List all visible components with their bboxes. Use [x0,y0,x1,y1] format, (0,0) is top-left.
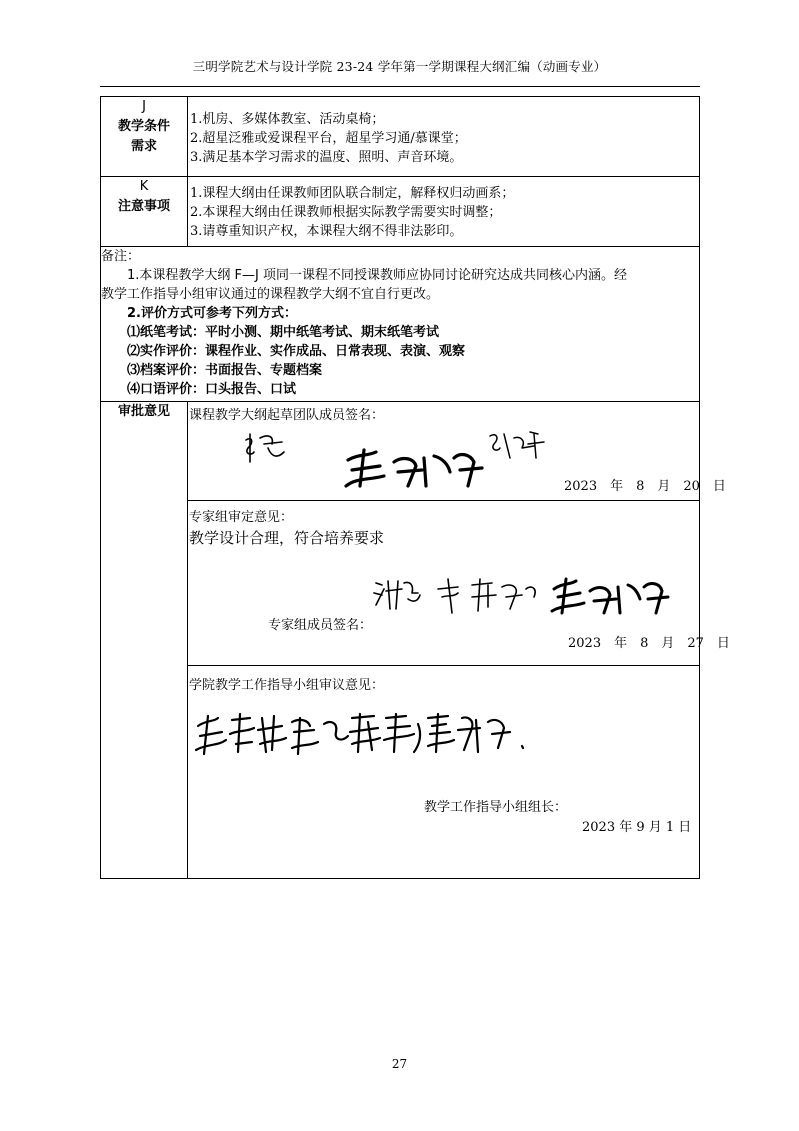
row-notes [101,247,700,402]
list-item: 2.本课程大纲由任课教师根据实际教学需要实时调整； [190,205,502,220]
page-number: 27 [391,1057,408,1071]
notes-line-4: ⑴纸笔考试：平时小测、期中纸笔考试、期末纸笔考试 [127,325,440,340]
college-leader-label: 教学工作指导小组组长： [424,800,568,815]
drafting-signatures [238,422,558,494]
row-k [101,177,700,247]
expert-title: 专家组审定意见： [189,510,294,525]
label-k-text: 注意事项 [117,199,170,214]
label-k-code: K [139,179,149,194]
label-j-code: J [142,99,146,114]
row-j [101,97,700,177]
row-drafting [101,402,700,501]
header-rule [100,86,700,87]
drafting-title: 课程教学大纲起草团队成员签名： [189,408,385,423]
content-k [188,177,700,247]
notes-heading: 备注： [101,249,141,264]
college-title: 学院教学工作指导小组审议意见： [189,678,385,693]
notes-line-1: 1.本课程教学大纲 F—J 项同一课程不同授课教师应协同讨论研究达成共同核心内涵。经 [127,268,627,283]
row-expert [101,501,700,666]
notes-line-7: ⑷口语评价：口头报告、口试 [127,382,297,397]
label-j [101,97,188,177]
list-item: 3.请尊重知识产权，本课程大纲不得非法影印。 [190,224,463,239]
label-j-line1: 教学条件 [117,119,170,134]
drafting-date: 2023 年 8 月 20 日 [564,479,726,494]
label-approval: 审批意见 [101,402,188,879]
list-item: 2.超星泛雅或爱课程平台，超星学习通/慕课堂； [190,131,467,146]
label-k [101,177,188,247]
expert-date: 2023 年 8 月 27 日 [568,636,730,651]
drafting-cell [188,402,726,501]
notes-line-2: 教学工作指导小组审议通过的课程教学大纲不宜自行更改。 [101,287,440,302]
expert-signers-label: 专家组成员签名： [268,618,373,633]
syllabus-table [100,96,730,879]
college-opinion-handwriting [192,704,532,764]
list-item: 1.机房、多媒体教室、活动桌椅； [190,112,385,127]
college-date: 2023 年 9 月 1 日 [582,820,692,835]
content-j [188,97,700,177]
expert-signatures [368,569,688,619]
notes-cell [101,247,700,402]
notes-line-3: 2.评价方式可参考下列方式： [127,306,297,321]
college-cell [188,666,700,879]
row-college [101,666,700,879]
notes-line-6: ⑶档案评价：书面报告、专题档案 [127,363,323,378]
label-j-line2: 需求 [130,139,157,154]
page-header: 三明学院艺术与设计学院 23-24 学年第一学期课程大纲汇编（动画专业） [192,59,607,74]
list-item: 1.课程大纲由任课教师团队联合制定，解释权归动画系； [190,186,515,201]
expert-opinion: 教学设计合理，符合培养要求 [189,529,385,547]
expert-cell [188,501,730,666]
list-item: 3.满足基本学习需求的温度、照明、声音环境。 [190,150,463,165]
notes-line-5: ⑵实作评价：课程作业、实作成品、日常表现、表演、观察 [127,344,466,359]
